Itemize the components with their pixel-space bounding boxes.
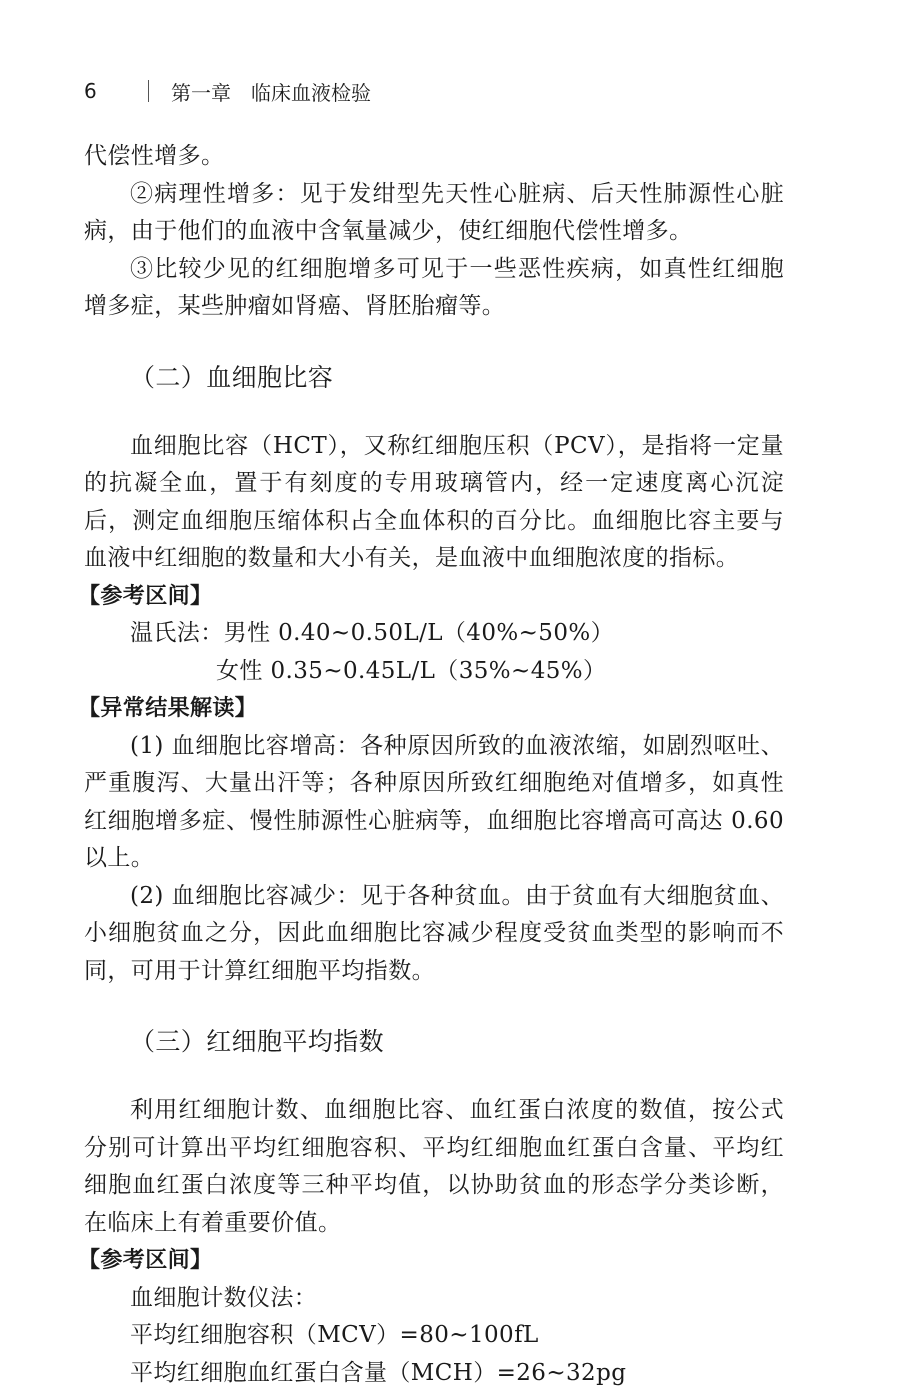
reference-female: 女性 0.35~0.45L/L（35%~45%） <box>84 653 784 691</box>
reference-mcv: 平均红细胞容积（MCV）=80~100fL <box>84 1317 784 1355</box>
reference-method: 血细胞计数仪法： <box>84 1280 784 1318</box>
header-divider <box>148 80 149 102</box>
paragraph: ③比较少见的红细胞增多可见于一些恶性疾病，如真性红细胞增多症，某些肿瘤如肾癌、肾胚胎瘤等。 <box>84 251 784 326</box>
page-body <box>84 138 784 1392</box>
paragraph: 利用红细胞计数、血细胞比容、血红蛋白浓度的数值，按公式分别可计算出平均红细胞容积、平均红细胞血红蛋白含量、平均红细胞血红蛋白浓度等三种平均值，以协助贫血的形态学分类诊断，在临床上有着重要价值。 <box>84 1092 784 1242</box>
reference-range-label: 【参考区间】 <box>78 578 784 616</box>
page-number: 6 <box>84 79 130 103</box>
abnormal-result-label: 【异常结果解读】 <box>78 690 784 728</box>
section-heading: （二）血细胞比容 <box>130 358 784 398</box>
paragraph: 血细胞比容（HCT），又称红细胞压积（PCV），是指将一定量的抗凝全血，置于有刻度的专用玻璃管内，经一定速度离心沉淀后，测定血细胞压缩体积占全血体积的百分比。血细胞比容主要与血液中红细胞的数量和大小有关，是血液中血细胞浓度的指标。 <box>84 428 784 578</box>
section-heading: （三）红细胞平均指数 <box>130 1022 784 1062</box>
paragraph: 代偿性增多。 <box>84 138 784 176</box>
paragraph: ②病理性增多：见于发绀型先天性心脏病、后天性肺源性心脏病，由于他们的血液中含氧量减少，使红细胞代偿性增多。 <box>84 176 784 251</box>
reference-mch: 平均红细胞血红蛋白含量（MCH）=26~32pg <box>84 1355 784 1392</box>
paragraph: (2) 血细胞比容减少：见于各种贫血。由于贫血有大细胞贫血、小细胞贫血之分，因此血细胞比容减少程度受贫血类型的影响而不同，可用于计算红细胞平均指数。 <box>84 878 784 991</box>
page-header <box>84 76 371 106</box>
paragraph: (1) 血细胞比容增高：各种原因所致的血液浓缩，如剧烈呕吐、严重腹泻、大量出汗等；各种原因所致红细胞绝对值增多，如真性红细胞增多症、慢性肺源性心脏病等，血细胞比容增高可高达 0.60 以上。 <box>84 728 784 878</box>
chapter-title: 第一章 临床血液检验 <box>171 77 371 106</box>
reference-male: 温氏法：男性 0.40~0.50L/L（40%~50%） <box>84 615 784 653</box>
reference-range-label: 【参考区间】 <box>78 1242 784 1280</box>
